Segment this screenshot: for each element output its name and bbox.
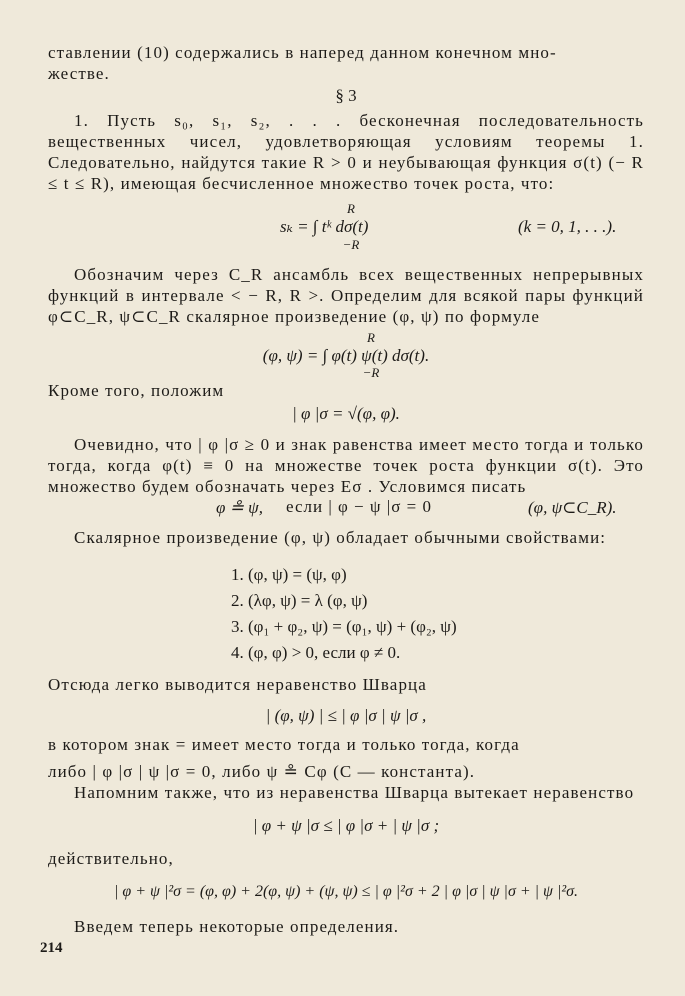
text-line: действительно, [48, 849, 174, 868]
paragraph: Скалярное произведение (φ, ψ) обладает обычными свойствами: [74, 528, 607, 547]
formula: если | φ − ψ |σ = 0 [286, 497, 432, 516]
paragraph: Обозначим через C_R ансамбль всех вещественных непрерывных функций в интервале < − R, R >. Определим для всякой пары функций φ⊂C_R, ψ⊂C_R скалярное произведение (φ, ψ) по формуле [48, 265, 644, 326]
text-line: в котором знак = имеет место тогда и только тогда, когда [48, 735, 520, 754]
formula-schwarz: | (φ, ψ) | ≤ | φ |σ | ψ |σ , [265, 706, 427, 725]
text-line: ставлении (10) содержались в наперед данном конечном мно- [48, 43, 557, 62]
integral-lower-limit: −R [362, 365, 380, 380]
section-heading: § 3 [335, 86, 357, 105]
text-line: жестве. [48, 64, 110, 83]
paragraph: Напомним также, что из неравенства Шварца вытекает неравенство [74, 783, 635, 802]
formula-expansion: | φ + ψ |²σ = (φ, φ) + 2(φ, ψ) + (ψ, ψ) ≤ | φ |²σ + 2 | φ |σ | ψ |σ + | ψ |²σ. [113, 883, 579, 900]
property-item: 1. (φ, ψ) = (ψ, φ) [231, 565, 347, 584]
page-body [48, 42, 644, 937]
paragraph: Отсюда легко выводится неравенство Шварца [48, 675, 427, 694]
text-line: Введем теперь некоторые определения. [74, 917, 400, 936]
page-number: 214 [40, 940, 63, 956]
property-item: 4. (φ, φ) > 0, если φ ≠ 0. [231, 643, 401, 662]
formula: sₖ = ∫ tᵏ dσ(t) [280, 217, 369, 236]
integral-upper-limit: R [367, 330, 375, 345]
formula-triangle: | φ + ψ |σ ≤ | φ |σ + | ψ |σ ; [252, 816, 440, 835]
formula-scalar-product: (φ, ψ) = ∫ φ(t) ψ(t) dσ(t). [262, 346, 430, 365]
formula-moment [48, 216, 644, 238]
property-item: 2. (λφ, ψ) = λ (φ, ψ) [231, 591, 368, 610]
formula-condition: (φ, ψ⊂C_R). [528, 498, 617, 517]
properties-list [48, 562, 644, 666]
paragraph: Кроме того, положим [48, 381, 225, 400]
property-item: 3. (φ₁ + φ₂, ψ) = (φ₁, ψ) + (φ₂, ψ) [231, 617, 457, 636]
formula-equivalence [48, 497, 644, 519]
formula: φ ≗ ψ, [216, 498, 263, 517]
paragraph: Очевидно, что | φ |σ ≥ 0 и знак равенства имеет место тогда и только тогда, когда φ(t) ≡ 0 на множестве точек роста функции σ(t). Это множество будем обозначать через Eσ . Условимся писать [48, 435, 644, 496]
integral-lower-limit: −R [342, 237, 360, 252]
paragraph: 1. Пусть s₀, s₁, s₂, . . . бесконечная последовательность вещественных чисел, удовлетворяющая условиям теоремы 1. Следовательно, найдутся такие R > 0 и неубывающая функция σ(t) (− R ≤ t ≤ R), имеющая бесчисленное множество точек роста, что: [48, 111, 644, 193]
text-line: либо | φ |σ | ψ |σ = 0, либо ψ ≗ Cφ (C — константа). [48, 762, 476, 781]
formula-norm: | φ |σ = √(φ, φ). [292, 404, 400, 423]
formula-condition: (k = 0, 1, . . .). [518, 217, 617, 236]
integral-upper-limit: R [347, 201, 355, 216]
